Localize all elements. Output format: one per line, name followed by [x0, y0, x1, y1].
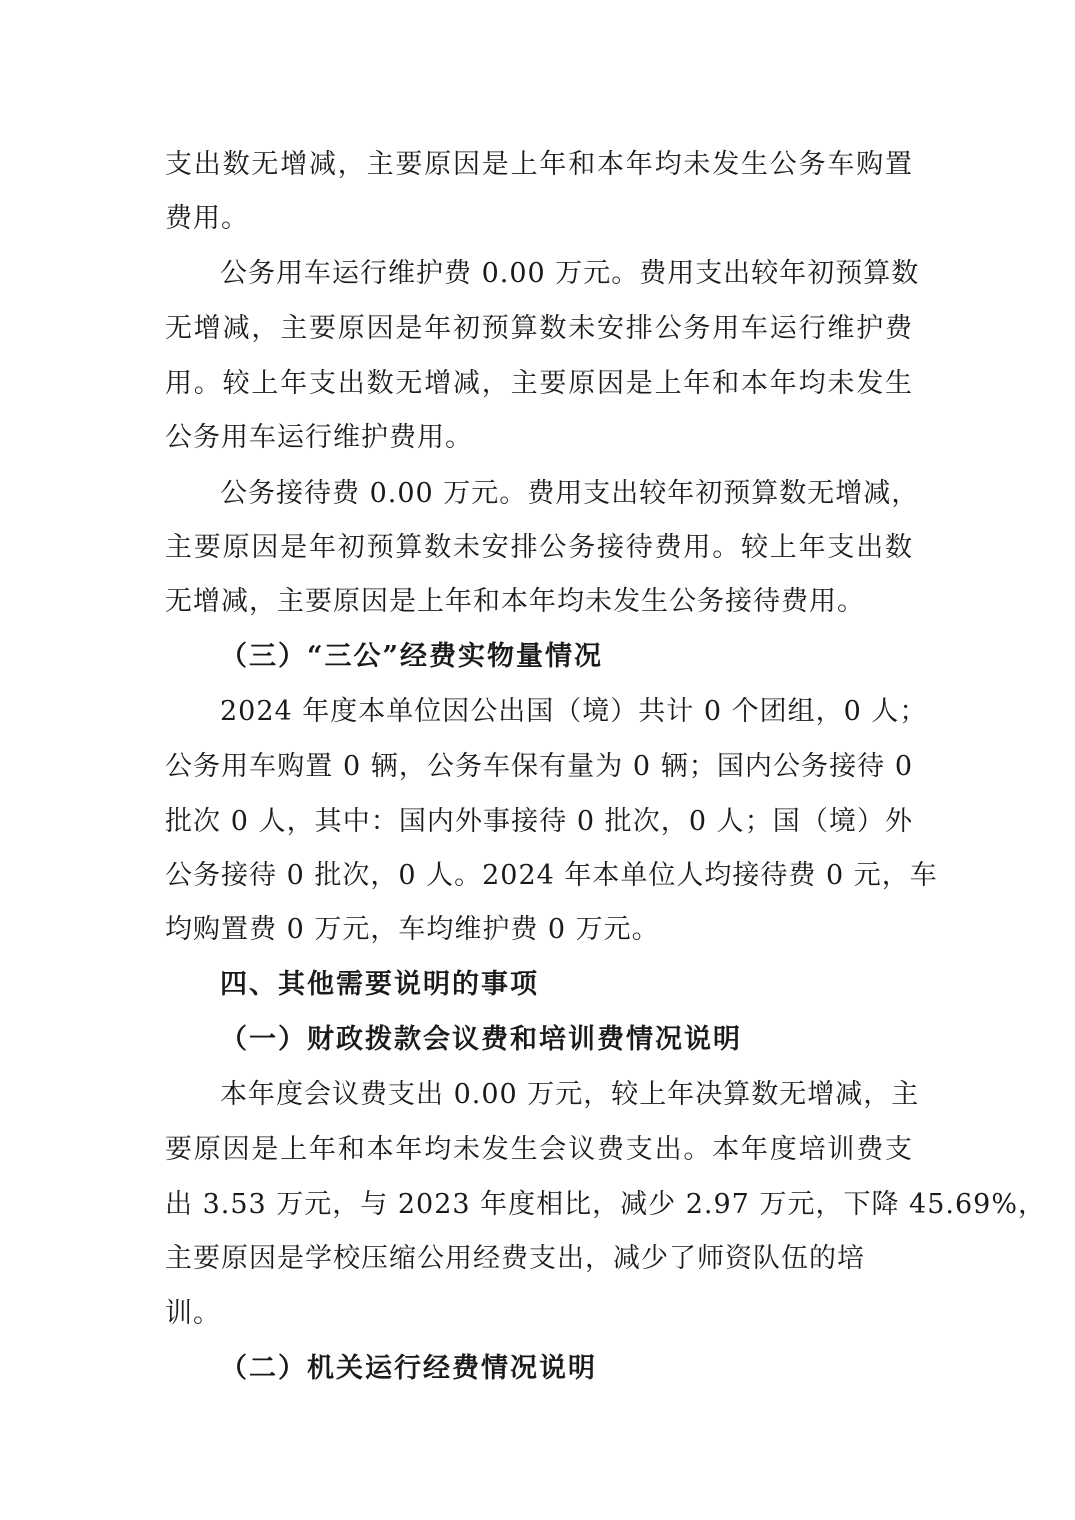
- text-line: 无增减，主要原因是上年和本年均未发生公务接待费用。: [165, 586, 865, 617]
- text-line: 支出数无增减，主要原因是上年和本年均未发生公务车购置: [165, 149, 913, 180]
- text-line: 用。较上年支出数无增减，主要原因是上年和本年均未发生: [165, 368, 913, 399]
- text-line: 公务用车运行维护费用。: [165, 422, 473, 453]
- text-line: 均购置费 0 万元，车均维护费 0 万元。: [165, 914, 660, 945]
- section-heading: 四、其他需要说明的事项: [220, 969, 539, 1000]
- text-line: 公务接待 0 批次，0 人。2024 年本单位人均接待费 0 元，车: [165, 860, 938, 891]
- text-line: 费用。: [165, 203, 249, 234]
- text-line: 主要原因是年初预算数未安排公务接待费用。较上年支出数: [165, 532, 913, 563]
- text-line: 本年度会议费支出 0.00 万元，较上年决算数无增减，主: [220, 1079, 920, 1110]
- text-line: 要原因是上年和本年均未发生会议费支出。本年度培训费支: [165, 1134, 913, 1165]
- subsection-heading: （二）机关运行经费情况说明: [220, 1353, 597, 1384]
- text-line: 公务接待费 0.00 万元。费用支出较年初预算数无增减，: [220, 478, 920, 509]
- text-line: 主要原因是学校压缩公用经费支出，减少了师资队伍的培: [165, 1243, 865, 1274]
- text-line: 公务用车购置 0 辆，公务车保有量为 0 辆；国内公务接待 0: [165, 751, 913, 782]
- text-line: 2024 年度本单位因公出国（境）共计 0 个团组，0 人；: [220, 696, 928, 727]
- text-line: 公务用车运行维护费 0.00 万元。费用支出较年初预算数: [220, 258, 920, 289]
- text-line: 训。: [165, 1298, 221, 1329]
- section-heading: （三）“三公”经费实物量情况: [220, 641, 604, 672]
- text-line: 无增减，主要原因是年初预算数未安排公务用车运行维护费: [165, 313, 913, 344]
- text-line: 批次 0 人，其中：国内外事接待 0 批次，0 人；国（境）外: [165, 806, 913, 837]
- subsection-heading: （一）财政拨款会议费和培训费情况说明: [220, 1024, 742, 1055]
- text-line: 出 3.53 万元，与 2023 年度相比，减少 2.97 万元，下降 45.69%，: [165, 1189, 1046, 1220]
